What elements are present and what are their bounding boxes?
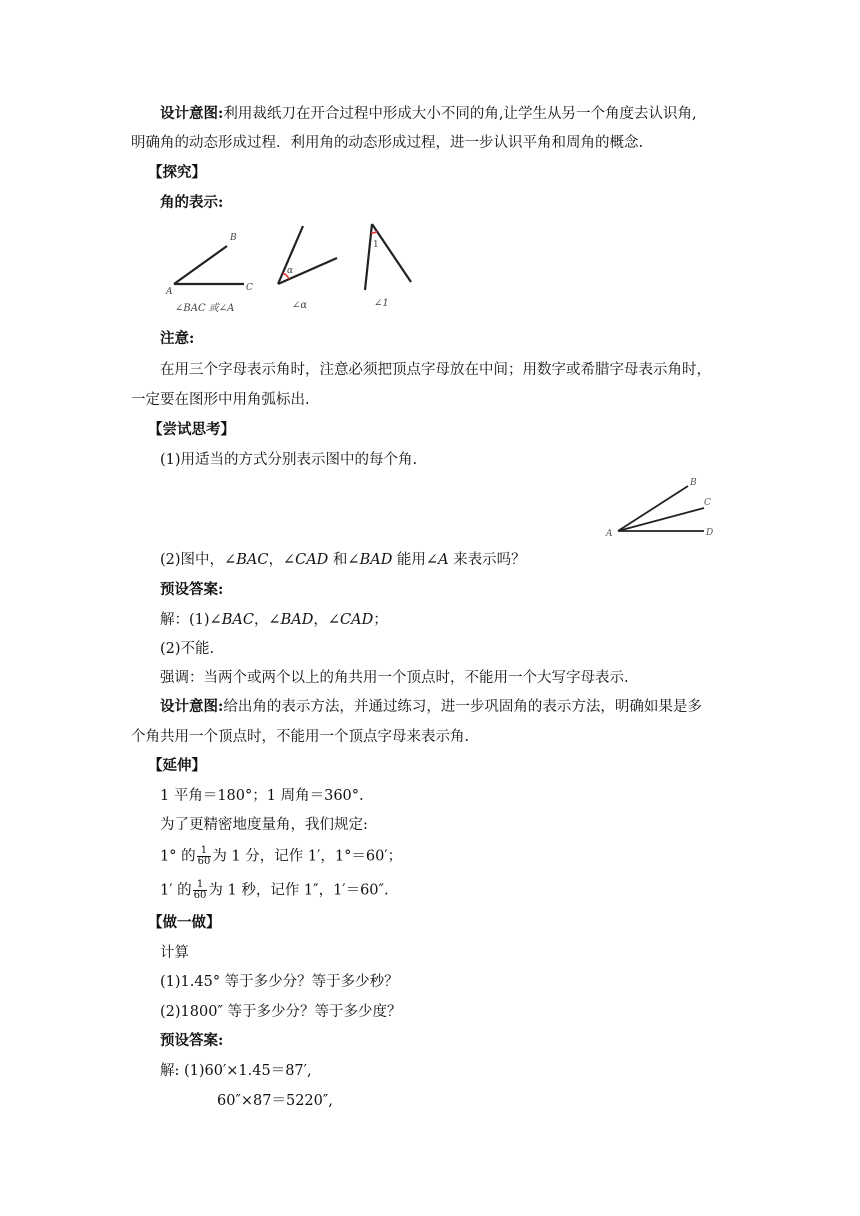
ray-1-right xyxy=(372,224,411,282)
alpha-label: α xyxy=(287,266,294,276)
angle-bad: BAD xyxy=(359,552,393,568)
answer-line-2: (2)不能. xyxy=(160,641,215,657)
q2-text: 和∠ xyxy=(328,552,360,568)
shared-vertex-figure xyxy=(600,472,725,544)
extend-text: 1° 的 xyxy=(160,848,196,865)
answer-text: ，∠ xyxy=(253,612,281,628)
angle-notation-figures xyxy=(160,216,440,316)
note-text-cont: 一定要在图形中用角弧标出. xyxy=(131,392,310,408)
doit-line-1: 计算 xyxy=(160,945,189,961)
section-heading-extend: 【延伸】 xyxy=(148,757,206,774)
answer-text: ，∠ xyxy=(313,612,341,628)
answer2-line-2: 60″×87＝5220″, xyxy=(217,1093,333,1109)
point-b-label: B xyxy=(690,478,697,488)
angle-cad: CAD xyxy=(340,612,374,628)
section-heading-doit: 【做一做】 xyxy=(148,914,221,931)
q2-text: 能用∠ xyxy=(392,552,439,568)
ray-ab xyxy=(618,486,688,531)
design-intent-label: 设计意图: xyxy=(160,105,224,122)
extend-text: 1′ 的 xyxy=(160,882,192,899)
point-b-label: B xyxy=(230,233,237,243)
point-d-label: D xyxy=(706,528,714,538)
ray-ac xyxy=(618,508,704,531)
extend-line-3 xyxy=(160,846,402,867)
ray-1-left xyxy=(365,224,372,290)
design-intent-2 xyxy=(160,697,702,717)
angle-cad: CAD xyxy=(295,552,329,568)
q2-text: 来表示吗？ xyxy=(448,552,526,568)
ray-ab xyxy=(174,246,227,284)
answer-text: ； xyxy=(373,612,388,628)
angle-a: A xyxy=(438,552,449,568)
point-a-label: A xyxy=(166,287,173,297)
fraction-numerator: 1 xyxy=(193,880,208,891)
design-intent-2-cont: 个角共用一个顶点时，不能用一个顶点字母来表示角. xyxy=(131,729,470,745)
fraction-denominator: 60 xyxy=(193,890,207,901)
section-heading-try: 【尝试思考】 xyxy=(148,421,235,438)
answer-line-1 xyxy=(160,610,388,630)
angle-bac: BAC xyxy=(221,612,254,628)
design-intent-1 xyxy=(160,104,697,124)
doit-question-2: (2)1800″ 等于多少分？等于多少度？ xyxy=(160,1004,402,1020)
answer-heading: 预设答案: xyxy=(160,581,224,598)
fraction-one-sixtieth xyxy=(197,846,212,867)
q2-text: ，∠ xyxy=(268,552,296,568)
figure-caption-alpha: ∠α xyxy=(292,300,308,311)
section-heading-explore: 【探究】 xyxy=(148,164,206,181)
extend-line-2: 为了更精密地度量角，我们规定: xyxy=(160,817,368,833)
q2-text: (2)图中，∠ xyxy=(160,552,237,568)
answer-text: 解：(1)∠ xyxy=(160,612,222,628)
question-2 xyxy=(160,550,526,570)
extend-line-4 xyxy=(160,880,389,901)
design-intent-text: 利用裁纸刀在开合过程中形成大小不同的角,让学生从另一个角度去认识角, xyxy=(223,106,697,122)
design-intent-label: 设计意图: xyxy=(160,698,224,715)
figure-angle-bac xyxy=(165,233,253,314)
extend-text: 为 1 分，记作 1′，1°＝60′； xyxy=(212,848,403,865)
point-a-label: A xyxy=(606,529,613,539)
question-1: (1)用适当的方式分别表示图中的每个角. xyxy=(160,452,418,468)
answer-heading-2: 预设答案: xyxy=(160,1032,224,1049)
angle-bad: BAD xyxy=(280,612,314,628)
design-intent-1-cont: 明确角的动态形成过程．利用角的动态形成过程，进一步认识平角和周角的概念. xyxy=(131,135,644,151)
emphasis-note: 强调：当两个或两个以上的角共用一个顶点时，不能用一个大写字母表示. xyxy=(160,670,629,686)
figure-angle-1 xyxy=(365,224,411,309)
note-heading: 注意: xyxy=(160,330,195,347)
note-text: 在用三个字母表示角时，注意必须把顶点字母放在中间；用数字或希腊字母表示角时， xyxy=(160,362,711,378)
angle-1-label: 1 xyxy=(373,240,379,250)
figure-caption-1: ∠1 xyxy=(374,298,389,309)
answer2-line-1: 解: (1)60′×1.45＝87′, xyxy=(160,1063,312,1079)
figure-caption-bac: ∠BAC 或∠A xyxy=(175,303,235,314)
design-intent-text: 给出角的表示方法，并通过练习，进一步巩固角的表示方法，明确如果是多 xyxy=(223,699,702,715)
fraction-denominator: 60 xyxy=(197,856,211,867)
figure-angle-alpha xyxy=(278,226,337,311)
doit-question-1: (1)1.45° 等于多少分？等于多少秒？ xyxy=(160,974,399,990)
subheading-angle-notation: 角的表示: xyxy=(160,194,224,211)
extend-line-1: 1 平角＝180°；1 周角＝360°. xyxy=(160,788,364,804)
point-c-label: C xyxy=(704,498,711,508)
angle-bac: BAC xyxy=(236,552,269,568)
point-c-label: C xyxy=(246,283,253,293)
fraction-one-sixtieth xyxy=(193,880,208,901)
extend-text: 为 1 秒，记作 1″，1′＝60″. xyxy=(208,882,389,899)
fraction-numerator: 1 xyxy=(197,846,212,857)
